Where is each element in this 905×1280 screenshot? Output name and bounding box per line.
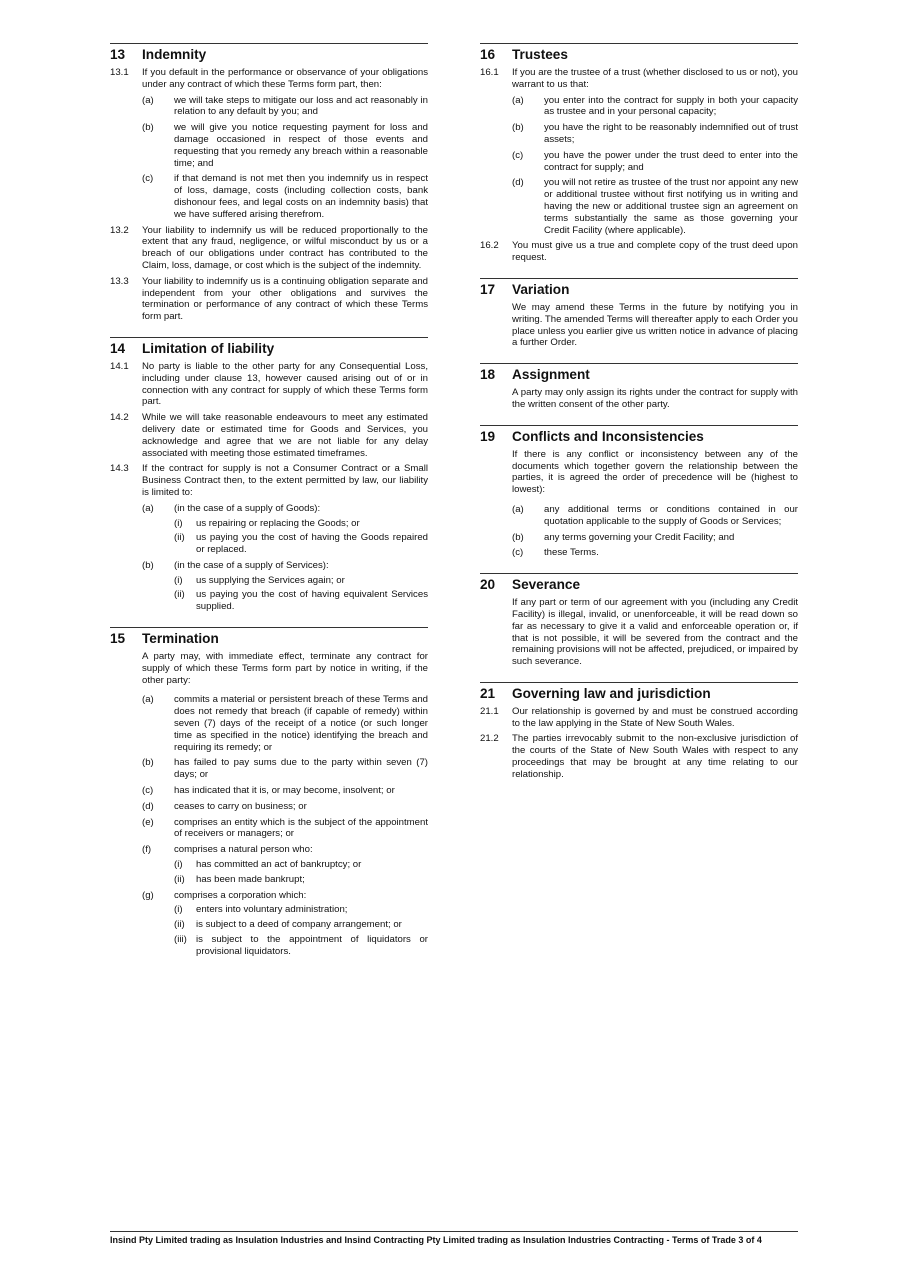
section-title: Assignment <box>512 367 590 383</box>
clause-body <box>142 67 428 221</box>
section-17 <box>480 278 798 349</box>
subclause-text: has indicated that it is, or may become, insolvent; or <box>174 785 395 797</box>
subclause-text: any terms governing your Credit Facility; and <box>544 531 735 543</box>
sub-subclause <box>174 934 428 958</box>
clause-body <box>512 733 798 780</box>
subclause-body <box>174 694 428 753</box>
subclause-label: (a) <box>512 94 524 106</box>
subclause <box>512 504 798 528</box>
section-number: 17 <box>480 281 496 297</box>
subclause <box>142 503 428 556</box>
clause <box>480 67 798 236</box>
subclause-text: you have the right to be reasonably indemnified out of trust assets; <box>544 122 798 145</box>
subclause-body <box>544 547 798 559</box>
section-title: Limitation of liability <box>142 340 275 356</box>
section-number: 13 <box>110 47 126 62</box>
clause-text: If the contract for supply is not a Consumer Contract or a Small Business Contract then, to the extent permitted by law, our liability is limited to: <box>142 463 428 498</box>
subclause <box>512 150 798 174</box>
subclause <box>142 757 428 781</box>
clause <box>110 690 428 957</box>
clause <box>480 733 798 780</box>
sub-subclause-text: is subject to the appointment of liquidators or provisional liquidators. <box>196 934 428 957</box>
subclause-label: (c) <box>142 173 154 185</box>
subclause <box>142 95 428 119</box>
sub-subclause-text: us repairing or replacing the Goods; or <box>196 517 360 529</box>
subclause-label: (a) <box>142 502 154 514</box>
subclause-label: (c) <box>512 149 524 161</box>
subclause-body <box>174 817 428 841</box>
clause <box>480 706 798 730</box>
clause-body <box>142 276 428 323</box>
section-heading <box>110 337 428 356</box>
clause-body <box>142 690 428 957</box>
clause <box>110 361 428 408</box>
subclause-label: (f) <box>142 844 152 856</box>
section-intro: We may amend these Terms in the future by notifying you in writing. The amended Terms will thereafter apply to each Order you place unless you earlier give us written notice in advance of placing a further Order. <box>512 301 798 349</box>
section-heading <box>480 573 798 592</box>
sub-subclause-text: has been made bankrupt; <box>196 873 305 885</box>
subclause-text: comprises an entity which is the subject of the appointment of receivers or managers; or <box>174 816 428 840</box>
section-14 <box>110 337 428 613</box>
clause <box>110 463 428 613</box>
subclause <box>142 560 428 613</box>
subclause <box>142 785 428 797</box>
section-21 <box>480 682 798 781</box>
clause-body <box>142 412 428 459</box>
section-13 <box>110 43 428 323</box>
clause-number: 13.3 <box>110 275 129 287</box>
subclause <box>142 890 428 958</box>
subclause-body <box>174 560 428 613</box>
subclause-body <box>544 150 798 174</box>
section-number: 15 <box>110 631 126 647</box>
clause-body <box>512 240 798 264</box>
clause-body <box>512 500 798 559</box>
clause <box>110 225 428 272</box>
section-title: Severance <box>512 577 581 593</box>
subclause <box>512 95 798 119</box>
subclause <box>142 844 428 885</box>
section-intro: If there is any conflict or inconsistency between any of the documents which together govern the relationship between the parties, it is agreed the order of precedence will be (highest to lowest): <box>512 448 798 496</box>
sub-subclause-label: (i) <box>174 517 183 529</box>
clause-text: If you default in the performance or observance of your obligations under any contract of which these Terms form part, then: <box>142 67 428 90</box>
subclause-body <box>174 173 428 220</box>
clause-number: 14.3 <box>110 463 129 475</box>
clause <box>110 67 428 221</box>
subclause-body <box>174 95 428 119</box>
sub-subclause-label: (ii) <box>174 919 185 931</box>
section-heading <box>480 425 798 444</box>
clause-text: Our relationship is governed by and must be construed according to the law applying in the State of New South Wales. <box>512 705 798 729</box>
subclause-body <box>174 890 428 958</box>
subclause <box>142 694 428 753</box>
section-number: 20 <box>480 577 496 593</box>
clause-body <box>142 225 428 272</box>
section-number: 18 <box>480 367 496 383</box>
clause <box>480 500 798 559</box>
clause-body <box>512 67 798 236</box>
section-20 <box>480 573 798 668</box>
sub-subclause <box>174 919 428 931</box>
subclause-text: comprises a corporation which: <box>174 889 307 901</box>
sub-subclause-label: (ii) <box>174 873 185 885</box>
subclause-label: (c) <box>142 785 154 797</box>
subclause-label: (c) <box>512 547 524 559</box>
subclause-label: (g) <box>142 889 154 901</box>
subclause-label: (b) <box>142 122 154 134</box>
clause-number: 14.1 <box>110 360 129 372</box>
subclause-label: (a) <box>142 94 154 106</box>
section-intro: If any part or term of our agreement with you (including any Credit Facility) is illegal, invalid, or unenforceable, it will be read down so far as necessary to give it a valid and enforceable operation or, if that is not possible, it will be severed from the contract and the remaining provisions will not be affected, prejudiced, or impaired by such severance. <box>512 597 798 668</box>
subclause-text: has failed to pay sums due to the party within seven (7) days; or <box>174 757 428 781</box>
subclause-text: if that demand is not met then you indemnify us in respect of loss, damage, costs (including collection costs, bank dishonour fees, and legal costs on an indemnity basis) that we have suffered arising therefrom. <box>174 173 428 220</box>
clause-text: Your liability to indemnify us is a continuing obligation separate and independent from your other obligations and survives the termination or performance of any contract of which these Terms form part. <box>142 275 428 323</box>
section-title: Termination <box>142 631 219 647</box>
subclause-body <box>544 122 798 146</box>
subclause-text: (in the case of a supply of Services): <box>174 559 329 571</box>
section-number: 16 <box>480 47 496 62</box>
section-heading <box>480 43 798 62</box>
sub-subclause <box>174 518 428 530</box>
clause-text: Your liability to indemnify us will be reduced proportionally to the extent that any fraud, negligence, or wilful misconduct by us or a breach of our obligations under contract has contributed to the Claim, loss, damage, or cost which is the subject of the indemnity. <box>142 224 428 271</box>
section-title: Indemnity <box>142 47 207 62</box>
left-column <box>110 43 428 972</box>
section-heading <box>110 627 428 646</box>
clause-text: No party is liable to the other party for any Consequential Loss, including under clause 13, however caused arising out of or in connection with any contract for supply of which these Terms form part. <box>142 360 428 408</box>
section-number: 21 <box>480 685 496 701</box>
section-title: Trustees <box>512 47 568 62</box>
subclause-text: comprises a natural person who: <box>174 844 313 856</box>
clause-body <box>142 361 428 408</box>
subclause-label: (b) <box>512 122 524 134</box>
section-16 <box>480 43 798 264</box>
subclause <box>142 173 428 220</box>
subclause-text: ceases to carry on business; or <box>174 800 307 812</box>
subclause-text: these Terms. <box>544 547 599 559</box>
clause-text: While we will take reasonable endeavours to meet any estimated delivery date or estimated time for Goods and Services, you acknowledge and agree that we are not liable for any delay associated with meeting those estimated timeframes. <box>142 412 428 459</box>
subclause-text: you have the power under the trust deed to enter into the contract for supply; and <box>544 149 798 173</box>
sub-subclause-label: (i) <box>174 859 183 871</box>
clause <box>480 240 798 264</box>
sub-subclause <box>174 859 428 871</box>
clause-number <box>110 690 142 957</box>
subclause-body <box>174 757 428 781</box>
subclause-label: (e) <box>142 816 154 828</box>
subclause <box>512 177 798 236</box>
subclause-body <box>174 844 428 885</box>
section-18 <box>480 363 798 411</box>
section-heading <box>480 278 798 297</box>
section-intro: A party may only assign its rights under the contract for supply with the written consent of the other party. <box>512 387 798 410</box>
sub-subclause-text: us supplying the Services again; or <box>196 574 345 586</box>
subclause-label: (d) <box>512 177 524 189</box>
section-number: 19 <box>480 428 496 444</box>
subclause-label: (b) <box>512 531 524 543</box>
clause-number: 16.2 <box>480 240 499 252</box>
section-title: Governing law and jurisdiction <box>512 685 711 701</box>
sub-subclause-label: (ii) <box>174 532 185 544</box>
clause-number: 16.1 <box>480 67 499 78</box>
sub-subclause-label: (i) <box>174 904 183 916</box>
sub-subclause <box>174 589 428 613</box>
sub-subclause-text: us paying you the cost of having the Goods repaired or replaced. <box>196 532 428 556</box>
subclause-body <box>174 801 428 813</box>
subclause <box>512 122 798 146</box>
subclause-text: we will give you notice requesting payment for loss and damage occasioned in respect of those events and requesting that you remedy any breach within a reasonable time; and <box>174 122 428 169</box>
clause-body <box>142 463 428 613</box>
sub-subclause-text: enters into voluntary administration; <box>196 904 348 916</box>
subclause-label: (d) <box>142 800 154 812</box>
subclause-label: (a) <box>512 503 524 515</box>
sub-subclause-text: is subject to a deed of company arrangement; or <box>196 919 402 931</box>
subclause-body <box>174 785 428 797</box>
section-heading <box>480 682 798 701</box>
subclause-label: (b) <box>142 559 154 571</box>
sub-subclause <box>174 904 428 916</box>
right-column <box>480 43 798 795</box>
subclause-text: you enter into the contract for supply in both your capacity as trustee and in your personal capacity; <box>544 94 798 118</box>
section-title: Conflicts and Inconsistencies <box>512 428 704 444</box>
section-heading <box>110 43 428 62</box>
subclause-text: commits a material or persistent breach of these Terms and does not remedy that breach (if capable of remedy) within seven (7) days of the receipt of a notice (or such longer time as specified in the notice) identifying the breach and requiring its remedy; or <box>174 694 428 753</box>
subclause-label: (b) <box>142 757 154 769</box>
subclause-body <box>544 532 798 544</box>
sub-subclause-label: (ii) <box>174 589 185 601</box>
subclause <box>512 532 798 544</box>
section-number: 14 <box>110 340 126 356</box>
subclause <box>512 547 798 559</box>
clause-number: 21.1 <box>480 705 499 717</box>
subclause-text: (in the case of a supply of Goods): <box>174 502 321 514</box>
clause-number: 14.2 <box>110 412 129 424</box>
sub-subclause <box>174 575 428 587</box>
section-19 <box>480 425 798 559</box>
subclause-body <box>544 504 798 528</box>
subclause-body <box>174 122 428 169</box>
section-15 <box>110 627 428 958</box>
clause-body <box>512 706 798 730</box>
subclause-body <box>174 503 428 556</box>
clause-text: You must give us a true and complete copy of the trust deed upon request. <box>512 240 798 264</box>
page-footer: Insind Pty Limited trading as Insulation Industries and Insind Contracting Pty Limited trading as Insulation Industries Contracting - Terms of Trade 3 of 4 <box>110 1231 798 1245</box>
section-intro: A party may, with immediate effect, terminate any contract for supply of which these Terms form part by notice in writing, if the other party: <box>142 651 428 686</box>
sub-subclause-text: has committed an act of bankruptcy; or <box>196 859 362 871</box>
subclause-text: any additional terms or conditions contained in our quotation applicable to the supply of Goods or Services; <box>544 503 798 527</box>
subclause <box>142 122 428 169</box>
sub-subclause-text: us paying you the cost of having equivalent Services supplied. <box>196 589 428 613</box>
clause-text: If you are the trustee of a trust (whether disclosed to us or not), you warrant to us that: <box>512 67 798 90</box>
subclause <box>142 817 428 841</box>
subclause-body <box>544 177 798 236</box>
section-title: Variation <box>512 281 570 297</box>
clause-number <box>480 500 512 559</box>
subclause-body <box>544 95 798 119</box>
clause <box>110 412 428 459</box>
subclause <box>142 801 428 813</box>
sub-subclause-label: (i) <box>174 574 183 586</box>
clause-text: The parties irrevocably submit to the non-exclusive jurisdiction of the courts of the State of New South Wales with respect to any proceedings that may be brought at any time relating to our relationship. <box>512 733 798 780</box>
section-heading <box>480 363 798 382</box>
clause-number: 13.2 <box>110 224 129 236</box>
subclause-text: we will take steps to mitigate our loss and act reasonably in relation to any default by you; and <box>174 94 428 118</box>
clause <box>110 276 428 323</box>
sub-subclause <box>174 874 428 886</box>
sub-subclause-label: (iii) <box>174 934 187 946</box>
clause-number: 21.2 <box>480 733 499 745</box>
subclause-label: (a) <box>142 694 154 706</box>
subclause-text: you will not retire as trustee of the trust nor appoint any new or additional trustee without first notifying us in writing and having the new or additional trustee sign an agreement on terms substantially the same as those governing your Credit Facility (where applicable). <box>544 177 798 236</box>
clause-number: 13.1 <box>110 67 129 78</box>
sub-subclause <box>174 532 428 556</box>
